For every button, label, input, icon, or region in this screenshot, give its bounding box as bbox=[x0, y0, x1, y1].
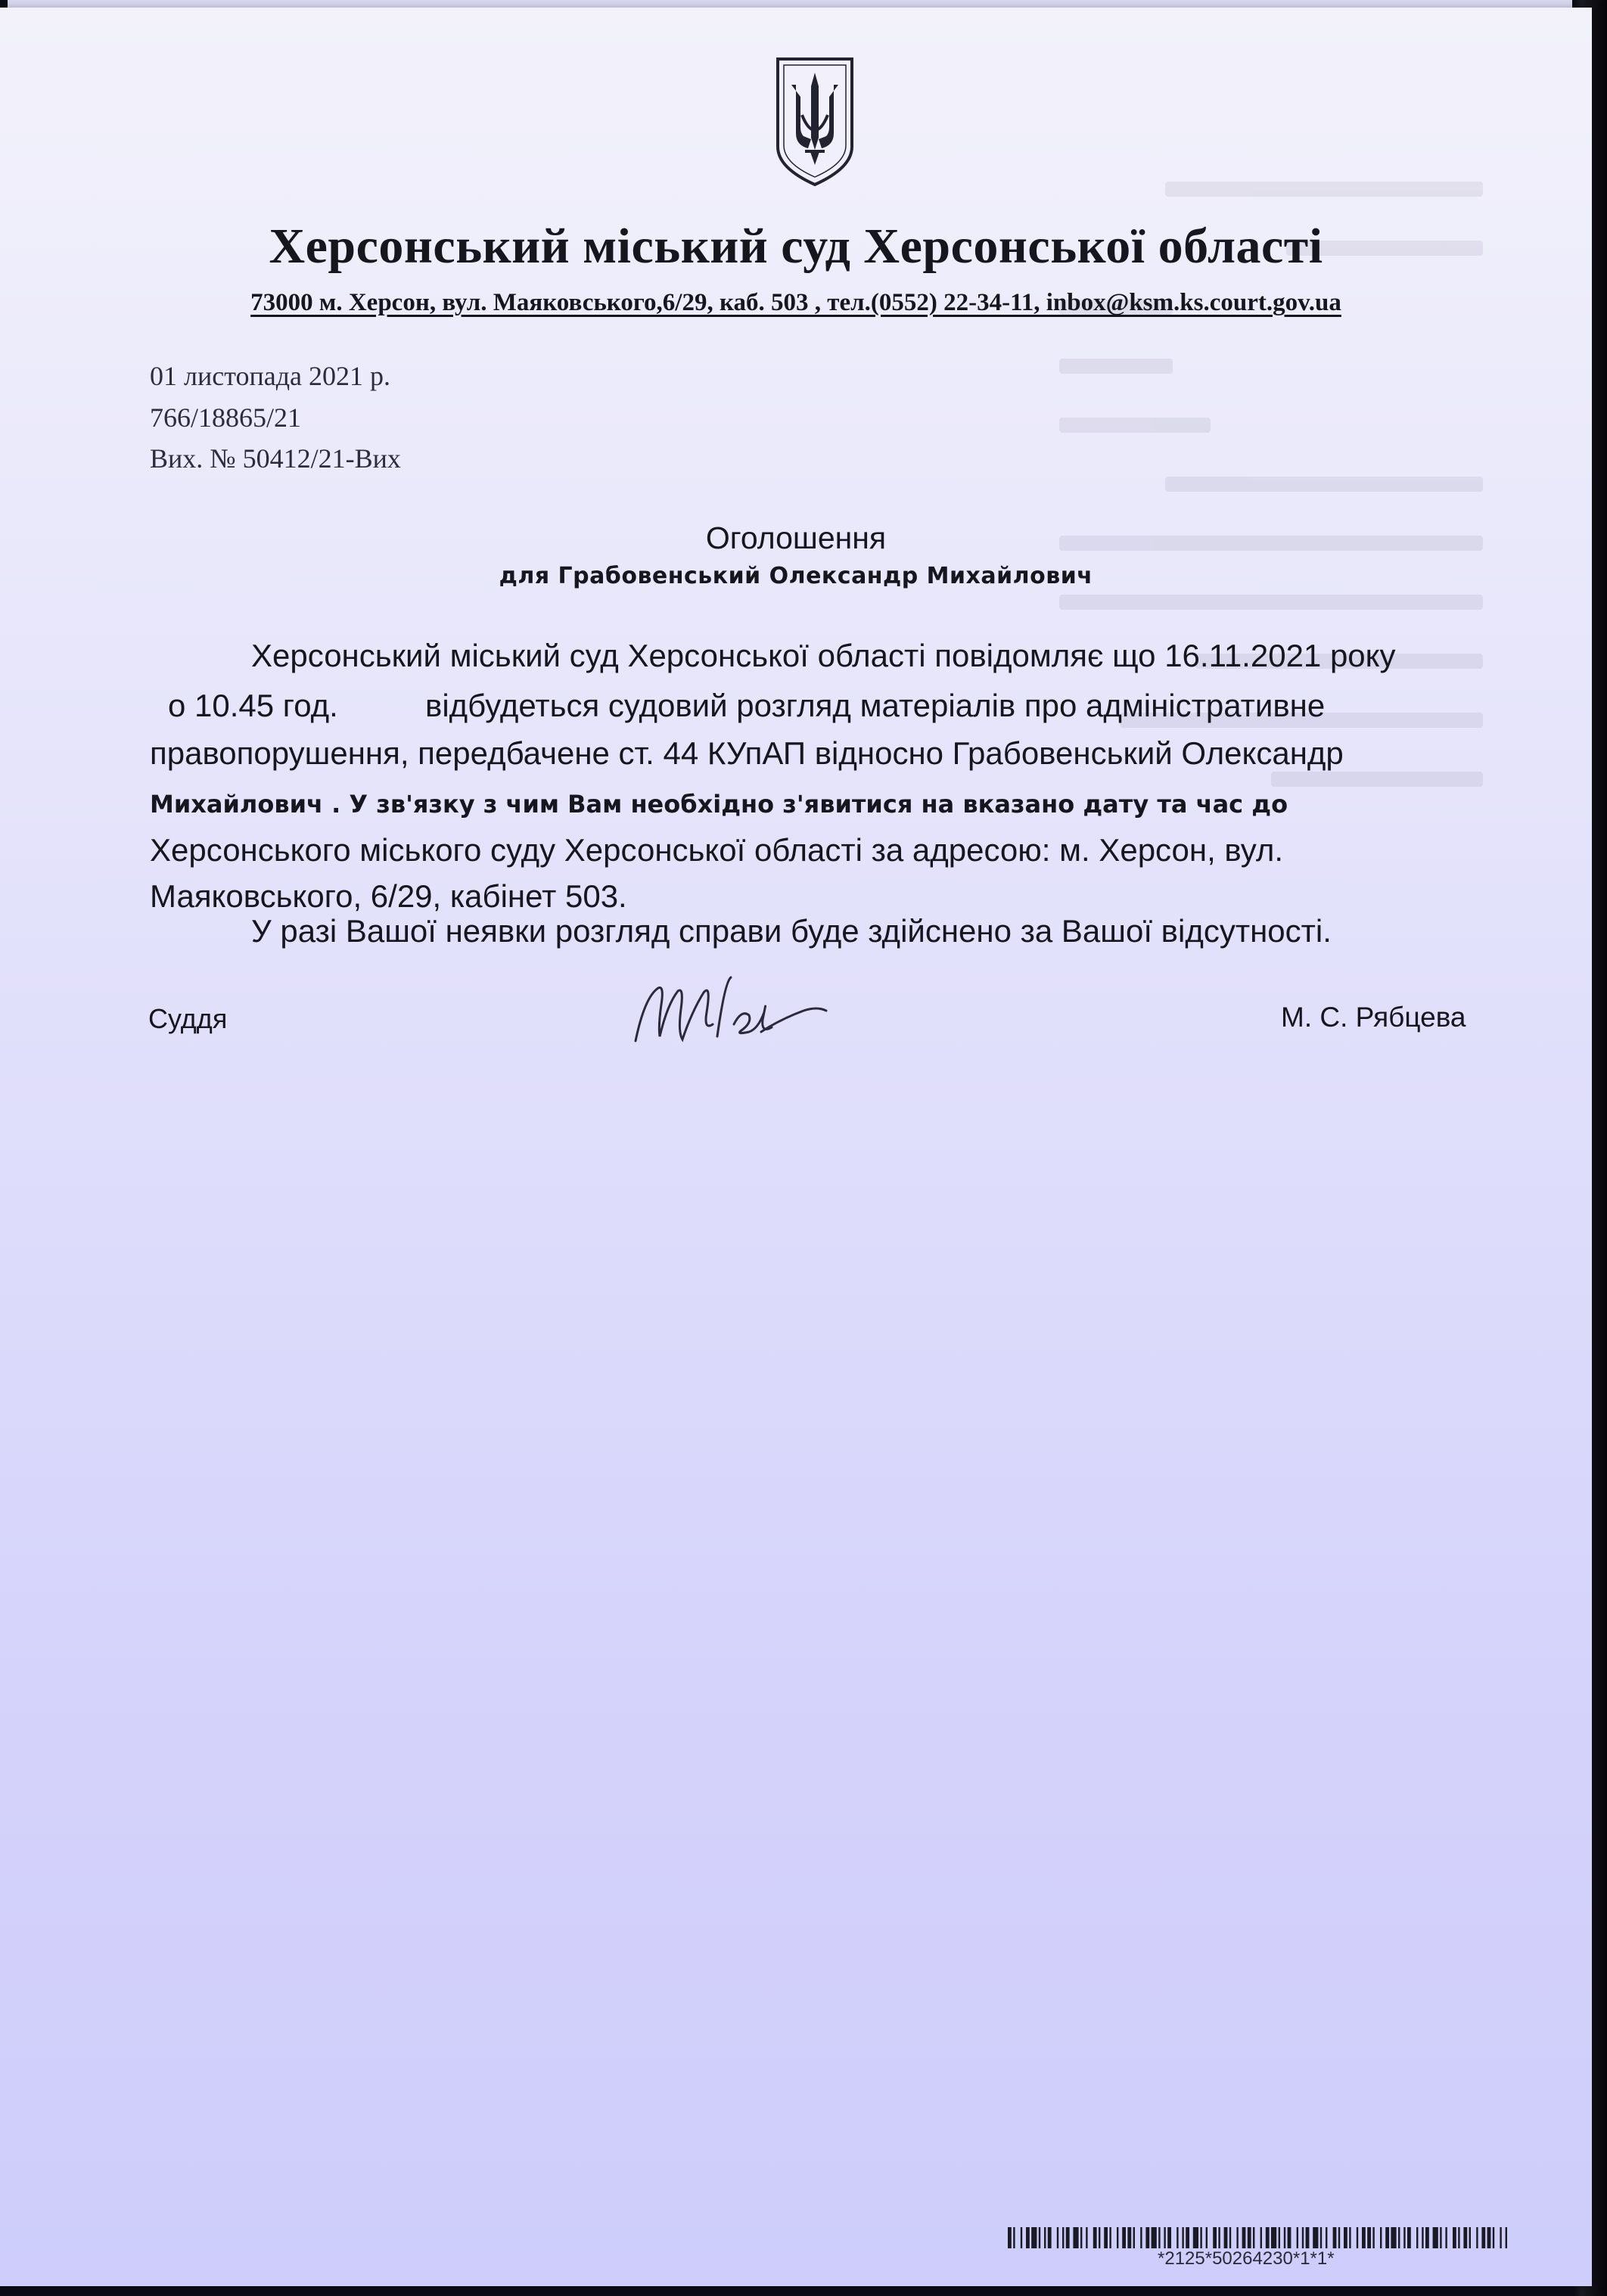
outgoing-number: Вих. № 50412/21-Вих bbox=[150, 443, 401, 474]
body-line: Михайлович . У зв'язку з чим Вам необхідно з'явитися на вказано дату та час до bbox=[150, 790, 1288, 819]
body-line: відбудеться судовий розгляд матеріалів про адміністративне bbox=[425, 688, 1326, 723]
case-number: 766/18865/21 bbox=[150, 402, 302, 433]
body-line: Херсонського міського суду Херсонської області за адресою: м. Херсон, вул. bbox=[150, 832, 1284, 868]
court-name-heading: Херсонський міський суд Херсонської області bbox=[269, 219, 1323, 274]
announcement-title: Оголошення bbox=[705, 520, 887, 555]
announcement-recipient: для Грабовенський Олександр Михайлович bbox=[499, 563, 1093, 589]
document-sheet bbox=[0, 8, 1592, 2286]
body-line: Херсонський міський суд Херсонської області повідомляє що 16.11.2021 року bbox=[251, 638, 1396, 673]
document-date: 01 листопада 2021 р. bbox=[150, 361, 391, 391]
handwritten-signature bbox=[628, 967, 832, 1058]
body-line: правопорушення, передбачене ст. 44 КУпАП відносно Грабовенський Олександр bbox=[150, 735, 1344, 771]
barcode bbox=[1008, 2227, 1507, 2248]
body-line: У разі Вашої неявки розгляд справи буде здійснено за Вашої відсутності. bbox=[251, 913, 1332, 949]
judge-name: М. С. Рябцева bbox=[1281, 1002, 1466, 1033]
barcode-text: *2125*50264230*1*1* bbox=[1158, 2248, 1335, 2269]
coat-of-arms-icon bbox=[773, 54, 856, 189]
body-line: Маяковського, 6/29, кабінет 503. bbox=[150, 878, 627, 914]
court-address: 73000 м. Херсон, вул. Маяковського,6/29, каб. 503 , тел.(0552) 22-34-11, inbox@ksm.ks.court.gov.ua bbox=[250, 289, 1341, 316]
judge-label: Суддя bbox=[148, 1003, 228, 1034]
body-line: о 10.45 год. bbox=[168, 688, 338, 723]
